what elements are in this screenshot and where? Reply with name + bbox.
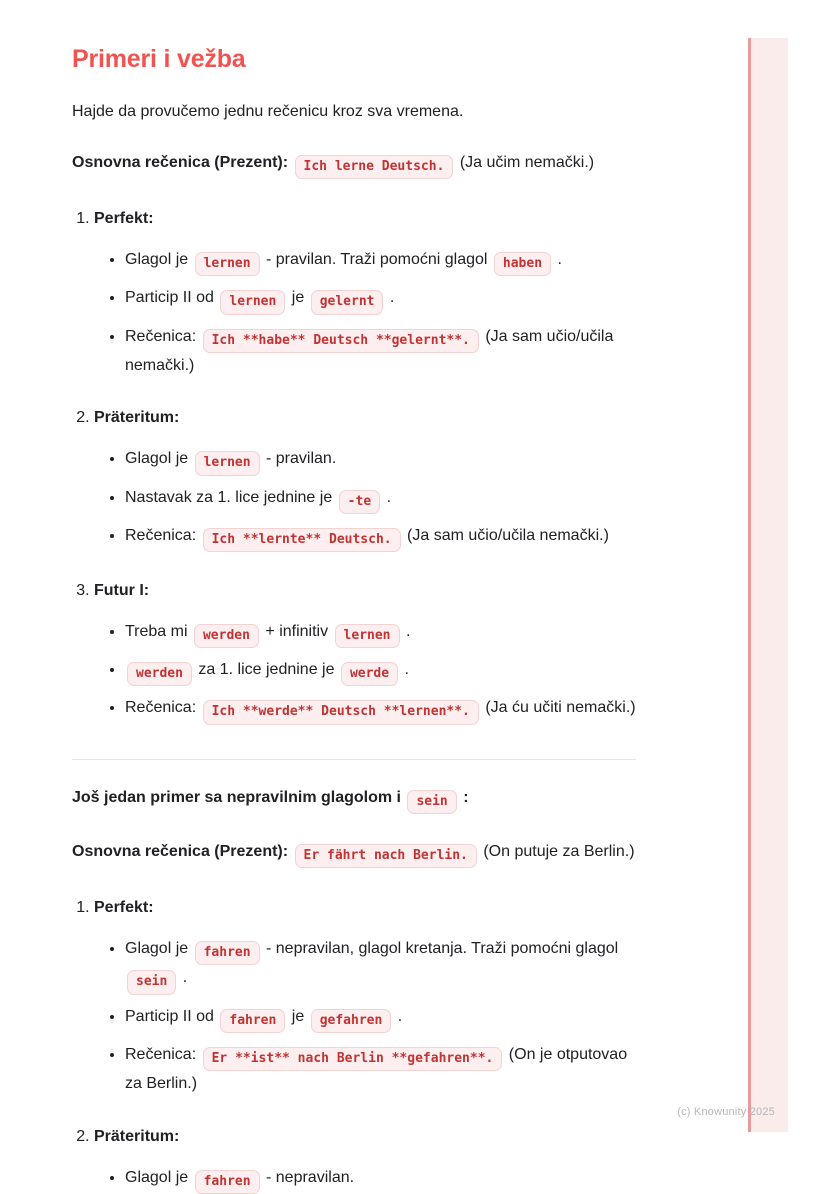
text-run: Particip II od bbox=[125, 289, 219, 307]
bullet-item bbox=[125, 285, 636, 314]
text-run: (On je otputovao za Berlin.) bbox=[125, 1045, 628, 1093]
tense-item bbox=[94, 895, 636, 1097]
tense-item bbox=[94, 1124, 636, 1194]
text-run: . bbox=[382, 488, 392, 506]
tense-list-1 bbox=[72, 206, 636, 725]
bullet-list bbox=[94, 619, 636, 725]
base-sentence-2 bbox=[72, 839, 636, 868]
bullet-list bbox=[94, 247, 636, 379]
inline-code-chip: sein bbox=[127, 970, 176, 994]
text-run: (Ja sam učio/učila nemački.) bbox=[125, 327, 614, 374]
inline-code-chip: gelernt bbox=[311, 290, 384, 314]
inline-code-chip: werde bbox=[341, 662, 398, 686]
bullet-item bbox=[125, 1165, 636, 1194]
bullet-item bbox=[125, 1042, 636, 1098]
inline-code-chip: werden bbox=[127, 662, 192, 686]
text-run: Glagol je bbox=[125, 251, 193, 269]
text-run: je bbox=[287, 289, 309, 307]
document-content bbox=[72, 0, 636, 1194]
bullet-list bbox=[94, 936, 636, 1098]
text-run: - nepravilan. bbox=[261, 1168, 355, 1186]
tense-list-2 bbox=[72, 895, 636, 1194]
text-run: Rečenica: bbox=[125, 699, 201, 717]
bullet-list bbox=[94, 446, 636, 552]
text-run: - pravilan. Traži pomoćni glagol bbox=[261, 251, 492, 269]
inline-code-chip: werden bbox=[194, 624, 259, 648]
text-run: Rečenica: bbox=[125, 526, 201, 544]
tense-title: Präteritum: bbox=[94, 1127, 180, 1145]
text-run: Rečenica: bbox=[125, 327, 201, 345]
text-run: Rečenica: bbox=[125, 1045, 201, 1063]
text-run: Glagol je bbox=[125, 1168, 193, 1186]
text-run: . bbox=[178, 969, 188, 987]
inline-code-chip: Ich **habe** Deutsch **gelernt**. bbox=[203, 329, 479, 353]
page-title: Primeri i vežba bbox=[72, 45, 246, 73]
bullet-list bbox=[94, 1165, 636, 1194]
text-run: za 1. lice jednine je bbox=[193, 661, 339, 679]
inline-code-chip: Ich **lernte** Deutsch. bbox=[203, 528, 401, 552]
inline-code-chip: -te bbox=[339, 490, 380, 514]
text-run: . bbox=[401, 622, 411, 640]
section-divider bbox=[72, 759, 636, 760]
text-run: Glagol je bbox=[125, 450, 193, 468]
text-run: . bbox=[385, 289, 395, 307]
inline-code-chip: lernen bbox=[195, 252, 260, 276]
bullet-item bbox=[125, 485, 636, 514]
tense-item bbox=[94, 405, 636, 552]
copyright-watermark: (c) Knowunity 2025 bbox=[677, 1106, 775, 1118]
text-run: - pravilan. bbox=[261, 450, 337, 468]
bold-text: Osnovna rečenica (Prezent): bbox=[72, 153, 293, 171]
text-run: Hajde da provučemo jednu rečenicu kroz sva vremena. bbox=[72, 103, 464, 120]
inline-code-chip: Er **ist** nach Berlin **gefahren**. bbox=[203, 1047, 503, 1071]
bullet-item bbox=[125, 657, 636, 686]
right-accent-bar bbox=[751, 38, 788, 1132]
text-run: (On putuje za Berlin.) bbox=[478, 842, 635, 860]
intro-paragraph bbox=[72, 99, 636, 125]
bullet-item bbox=[125, 247, 636, 276]
second-example-intro bbox=[72, 785, 636, 814]
text-run: . bbox=[553, 251, 562, 269]
tense-item bbox=[94, 206, 636, 379]
text-run: - nepravilan, glagol kretanja. Traži pomoćni glagol bbox=[261, 940, 619, 958]
inline-code-chip: sein bbox=[407, 790, 456, 814]
text-run: + infinitiv bbox=[260, 622, 333, 640]
inline-code-chip: lernen bbox=[195, 451, 260, 475]
content-blocks bbox=[72, 99, 636, 1194]
inline-code-chip: fahren bbox=[220, 1009, 285, 1033]
inline-code-chip: gefahren bbox=[311, 1009, 392, 1033]
bullet-item bbox=[125, 324, 636, 380]
bullet-item bbox=[125, 936, 636, 995]
text-run: (Ja učim nemački.) bbox=[455, 153, 595, 171]
bullet-item bbox=[125, 695, 636, 724]
text-run: je bbox=[287, 1007, 309, 1025]
tense-title: Präteritum: bbox=[94, 409, 180, 427]
text-run: . bbox=[400, 661, 409, 679]
tense-item bbox=[94, 578, 636, 725]
inline-code-chip: Ich **werde** Deutsch **lernen**. bbox=[203, 700, 479, 724]
text-run: (Ja sam učio/učila nemački.) bbox=[402, 526, 609, 544]
bullet-item bbox=[125, 1004, 636, 1033]
inline-code-chip: Ich lerne Deutsch. bbox=[295, 155, 454, 179]
bullet-item bbox=[125, 446, 636, 475]
tense-title: Perfekt: bbox=[94, 899, 154, 917]
inline-code-chip: fahren bbox=[195, 1170, 260, 1194]
tense-title: Futur I: bbox=[94, 582, 150, 600]
text-run: . bbox=[393, 1007, 403, 1025]
bullet-item bbox=[125, 523, 636, 552]
bold-text: Još jedan primer sa nepravilnim glagolom i bbox=[72, 788, 406, 806]
text-run: Particip II od bbox=[125, 1007, 219, 1025]
inline-code-chip: fahren bbox=[195, 941, 260, 965]
right-accent-line bbox=[748, 38, 751, 1132]
inline-code-chip: haben bbox=[494, 252, 551, 276]
bold-text: Osnovna rečenica (Prezent): bbox=[72, 842, 293, 860]
text-run: Glagol je bbox=[125, 940, 193, 958]
text-run: Treba mi bbox=[125, 622, 192, 640]
bold-text: : bbox=[458, 788, 469, 806]
inline-code-chip: Er fährt nach Berlin. bbox=[295, 844, 477, 868]
inline-code-chip: lernen bbox=[220, 290, 285, 314]
text-run: (Ja ću učiti nemački.) bbox=[480, 699, 636, 717]
bullet-item bbox=[125, 619, 636, 648]
inline-code-chip: lernen bbox=[335, 624, 400, 648]
text-run: Nastavak za 1. lice jednine je bbox=[125, 488, 337, 506]
tense-title: Perfekt: bbox=[94, 210, 154, 228]
base-sentence-1 bbox=[72, 150, 636, 179]
